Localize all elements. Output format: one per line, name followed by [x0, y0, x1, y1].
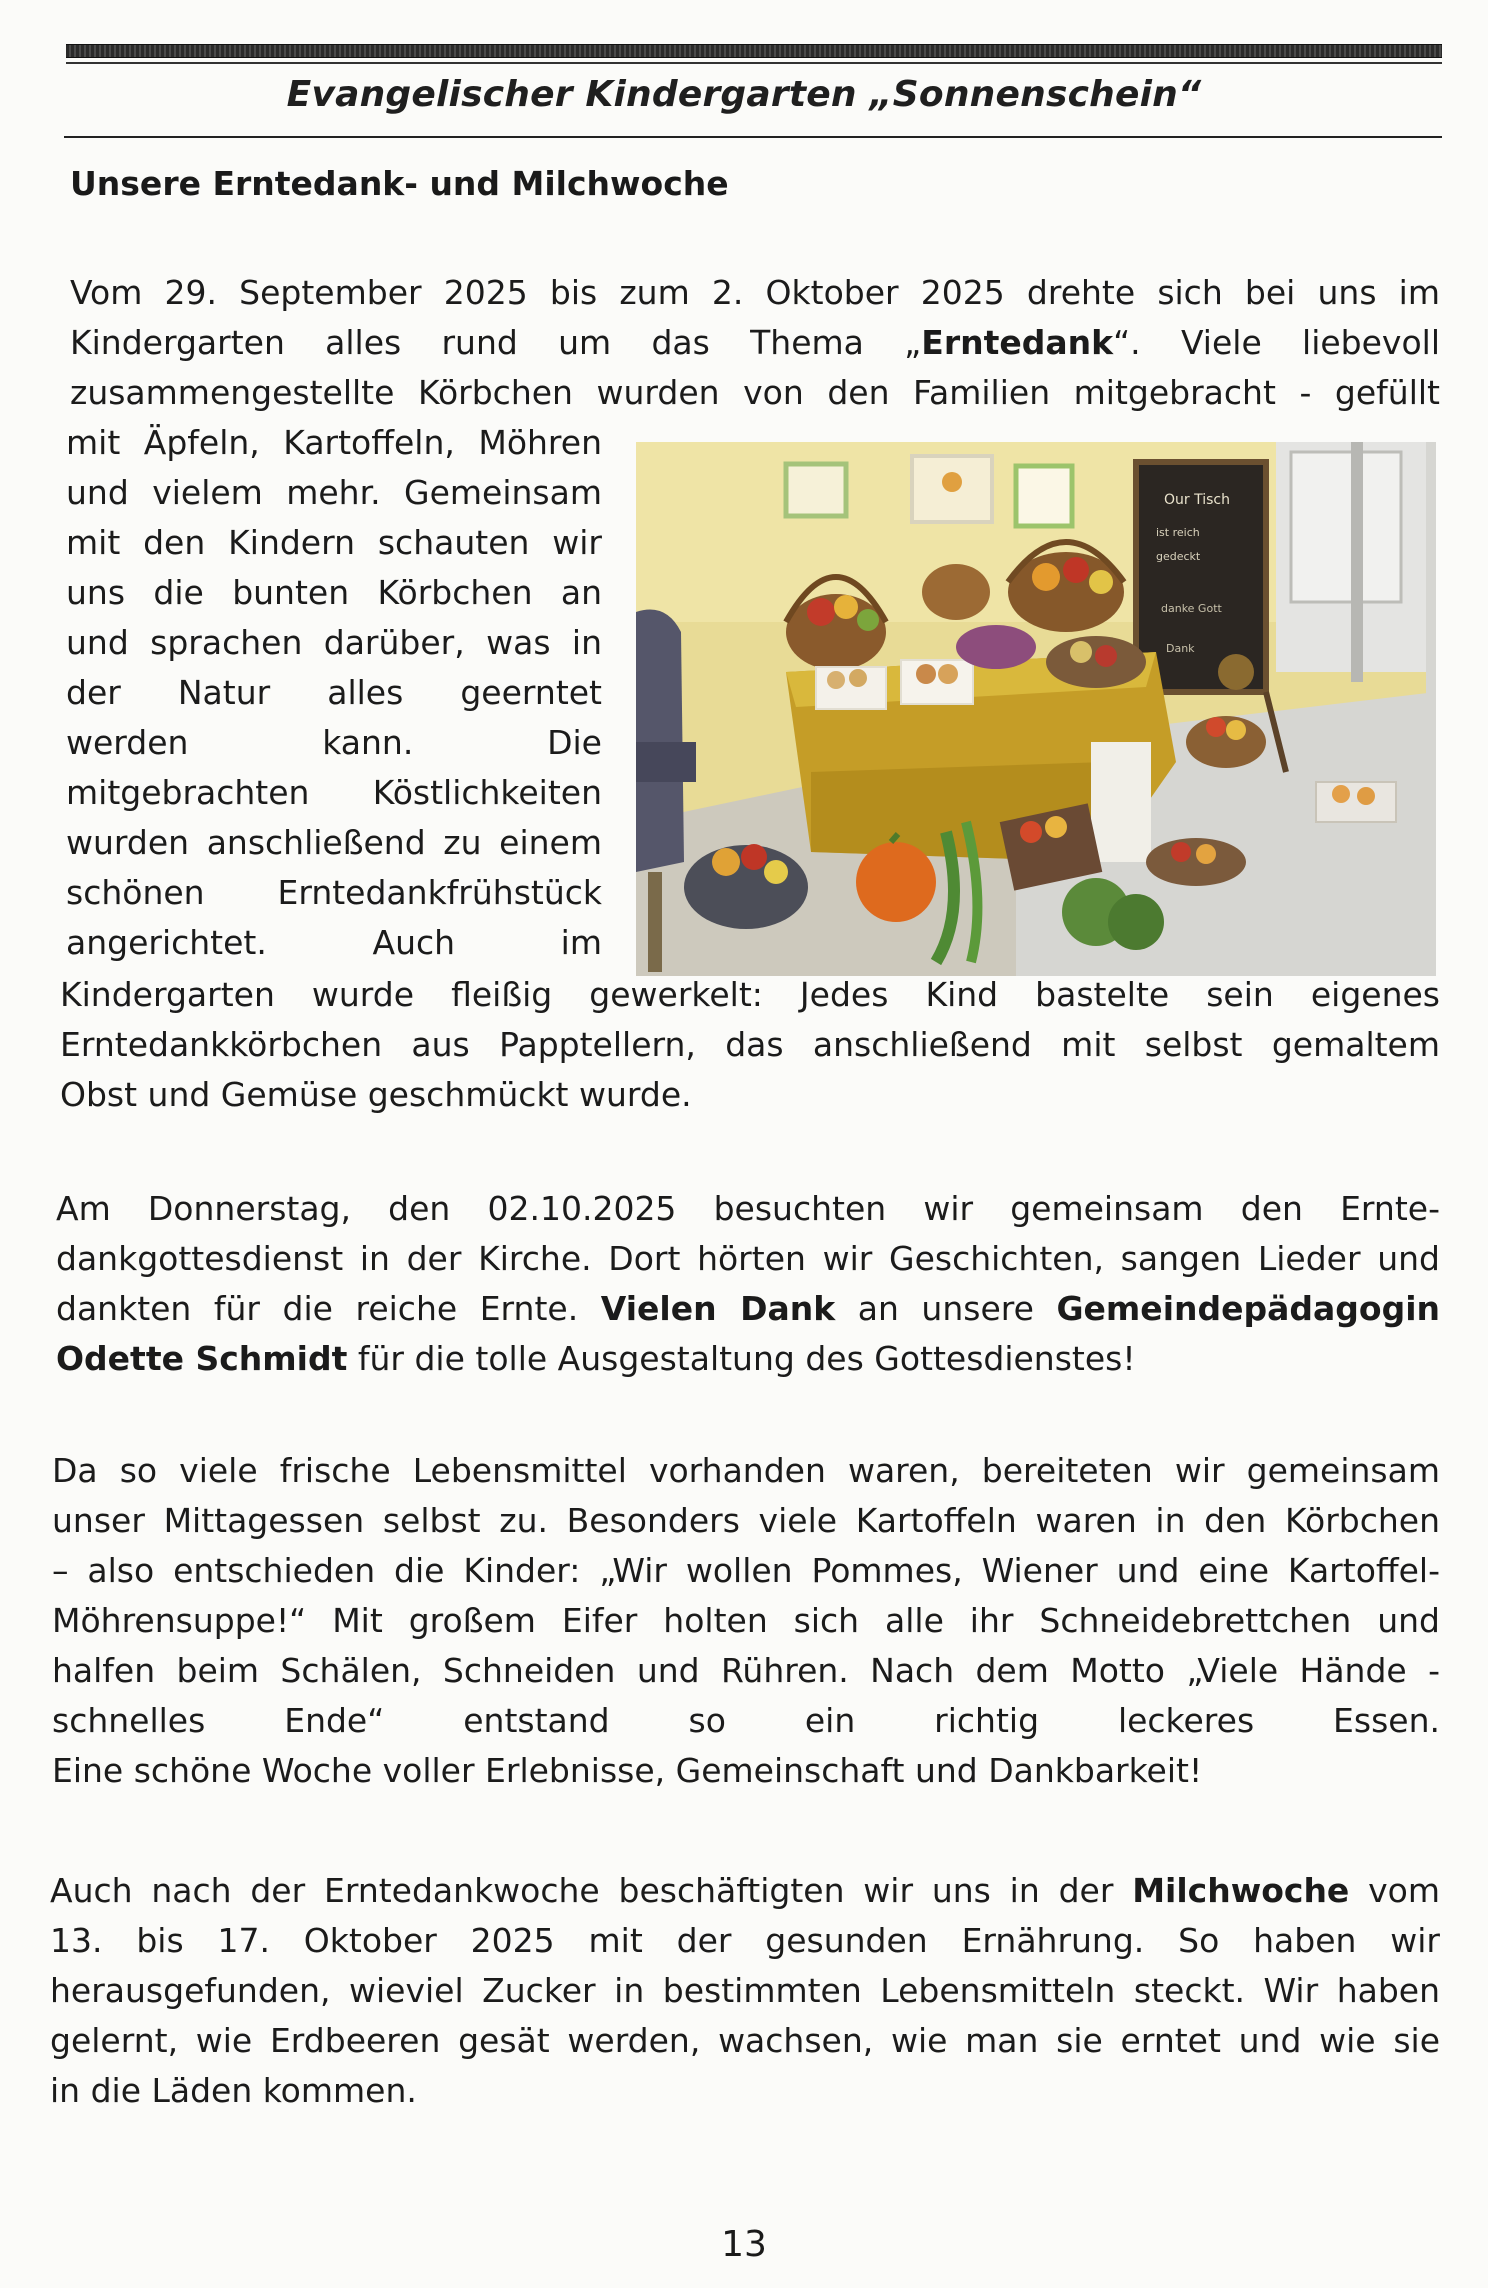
harvest-baskets-illustration — [636, 442, 1436, 976]
text-line — [70, 318, 1440, 368]
text-line: Kindergarten wurde fleißig gewerkelt: Jedes Kind bastelte sein eigenes — [60, 975, 1440, 1014]
bold-role: Gemeindepädagogin — [1056, 1289, 1440, 1328]
text-line: Da so viele frische Lebensmittel vorhanden waren, bereiteten wir gemeinsam — [52, 1451, 1440, 1490]
text-line: schnelles Ende“ entstand so ein richtig leckeres Essen. — [52, 1701, 1440, 1740]
page-number: 13 — [721, 2224, 767, 2265]
church-service-paragraph — [56, 1184, 1440, 1384]
text-span: für die tolle Ausgestaltung des Gottesdienstes! — [347, 1339, 1136, 1378]
text-line: mitgebrachten Köstlichkeiten — [66, 773, 602, 812]
header-rule-thick — [66, 44, 1442, 58]
bold-term-erntedank: Erntedank — [921, 323, 1114, 362]
after-image-paragraph — [60, 970, 1440, 1120]
text-span: Auch nach der Erntedankwoche beschäftigten wir uns in der — [50, 1871, 1133, 1910]
harvest-baskets-photo — [636, 442, 1436, 976]
text-span: dankten für die reiche Ernte. — [56, 1289, 601, 1328]
text-line: Möhrensuppe!“ Mit großem Eifer holten sich alle ihr Schneidebrettchen und — [52, 1601, 1440, 1640]
svg-text:danke Gott: danke Gott — [1161, 602, 1222, 615]
text-line: herausgefunden, wieviel Zucker in bestimmten Lebensmitteln steckt. Wir haben — [50, 1971, 1440, 2010]
text-line: 13. bis 17. Oktober 2025 mit der gesunden Ernährung. So haben wir — [50, 1921, 1440, 1960]
svg-text:ist reich: ist reich — [1156, 526, 1200, 539]
text-line: schönen Erntedankfrühstück — [66, 873, 602, 912]
text-line: mit Äpfeln, Kartoffeln, Möhren — [66, 423, 602, 462]
text-line: halfen beim Schälen, Schneiden und Rühren. Nach dem Motto „Viele Hände - — [52, 1651, 1440, 1690]
text-line: in die Läden kommen. — [50, 2071, 417, 2110]
svg-text:gedeckt: gedeckt — [1156, 550, 1201, 563]
text-line: Am Donnerstag, den 02.10.2025 besuchten wir gemeinsam den Ernte- — [56, 1189, 1440, 1228]
side-column-text — [66, 418, 602, 968]
text-span: vom — [1349, 1871, 1441, 1910]
text-line: werden kann. Die — [66, 723, 602, 762]
text-line: der Natur alles geerntet — [66, 673, 602, 712]
lunch-paragraph — [52, 1446, 1440, 1796]
text-line: unser Mittagessen selbst zu. Besonders viele Kartoffeln waren in den Körbchen — [52, 1501, 1440, 1540]
text-line: Vom 29. September 2025 bis zum 2. Oktober 2025 drehte sich bei uns im — [70, 273, 1440, 312]
header-underline — [64, 136, 1442, 138]
svg-text:Dank: Dank — [1166, 642, 1195, 655]
text-line — [50, 1866, 1440, 1916]
milk-week-paragraph — [50, 1866, 1440, 2116]
text-span: Kindergarten alles rund um das Thema „ — [70, 323, 922, 362]
text-line: Obst und Gemüse geschmückt wurde. — [60, 1075, 692, 1114]
text-line: gelernt, wie Erdbeeren gesät werden, wachsen, wie man sie erntet und wie sie — [50, 2021, 1440, 2060]
text-span: an unsere — [835, 1289, 1057, 1328]
article-heading: Unsere Erntedank- und Milchwoche — [70, 164, 729, 203]
text-line: und sprachen darüber, was in — [66, 623, 602, 662]
bold-person-name: Odette Schmidt — [56, 1339, 348, 1378]
bold-thanks: Vielen Dank — [600, 1289, 836, 1328]
svg-text:Our Tisch: Our Tisch — [1164, 492, 1230, 508]
text-line: Eine schöne Woche voller Erlebnisse, Gemeinschaft und Dankbarkeit! — [52, 1751, 1203, 1790]
text-line: wurden anschließend zu einem — [66, 823, 602, 862]
text-span: “. Viele liebevoll — [1113, 323, 1440, 362]
intro-paragraph — [70, 268, 1440, 418]
page-header-title: Evangelischer Kindergarten „Sonnenschein“ — [286, 74, 1202, 115]
text-line — [56, 1334, 1440, 1384]
text-line: dankgottesdienst in der Kirche. Dort hörten wir Geschichten, sangen Lieder und — [56, 1239, 1440, 1278]
text-line: uns die bunten Körbchen an — [66, 573, 602, 612]
header-rule-thin — [66, 62, 1442, 64]
text-line: angerichtet. Auch im — [66, 923, 602, 962]
text-line: zusammengestellte Körbchen wurden von den Familien mitgebracht - gefüllt — [70, 373, 1440, 412]
text-line: – also entschieden die Kinder: „Wir wollen Pommes, Wiener und eine Kartoffel- — [52, 1551, 1440, 1590]
bold-milchwoche: Milchwoche — [1132, 1871, 1350, 1910]
text-line: Erntedankkörbchen aus Papptellern, das anschließend mit selbst gemaltem — [60, 1025, 1440, 1064]
text-line: und vielem mehr. Gemeinsam — [66, 473, 602, 512]
text-line — [56, 1284, 1440, 1334]
text-line: mit den Kindern schauten wir — [66, 523, 602, 562]
